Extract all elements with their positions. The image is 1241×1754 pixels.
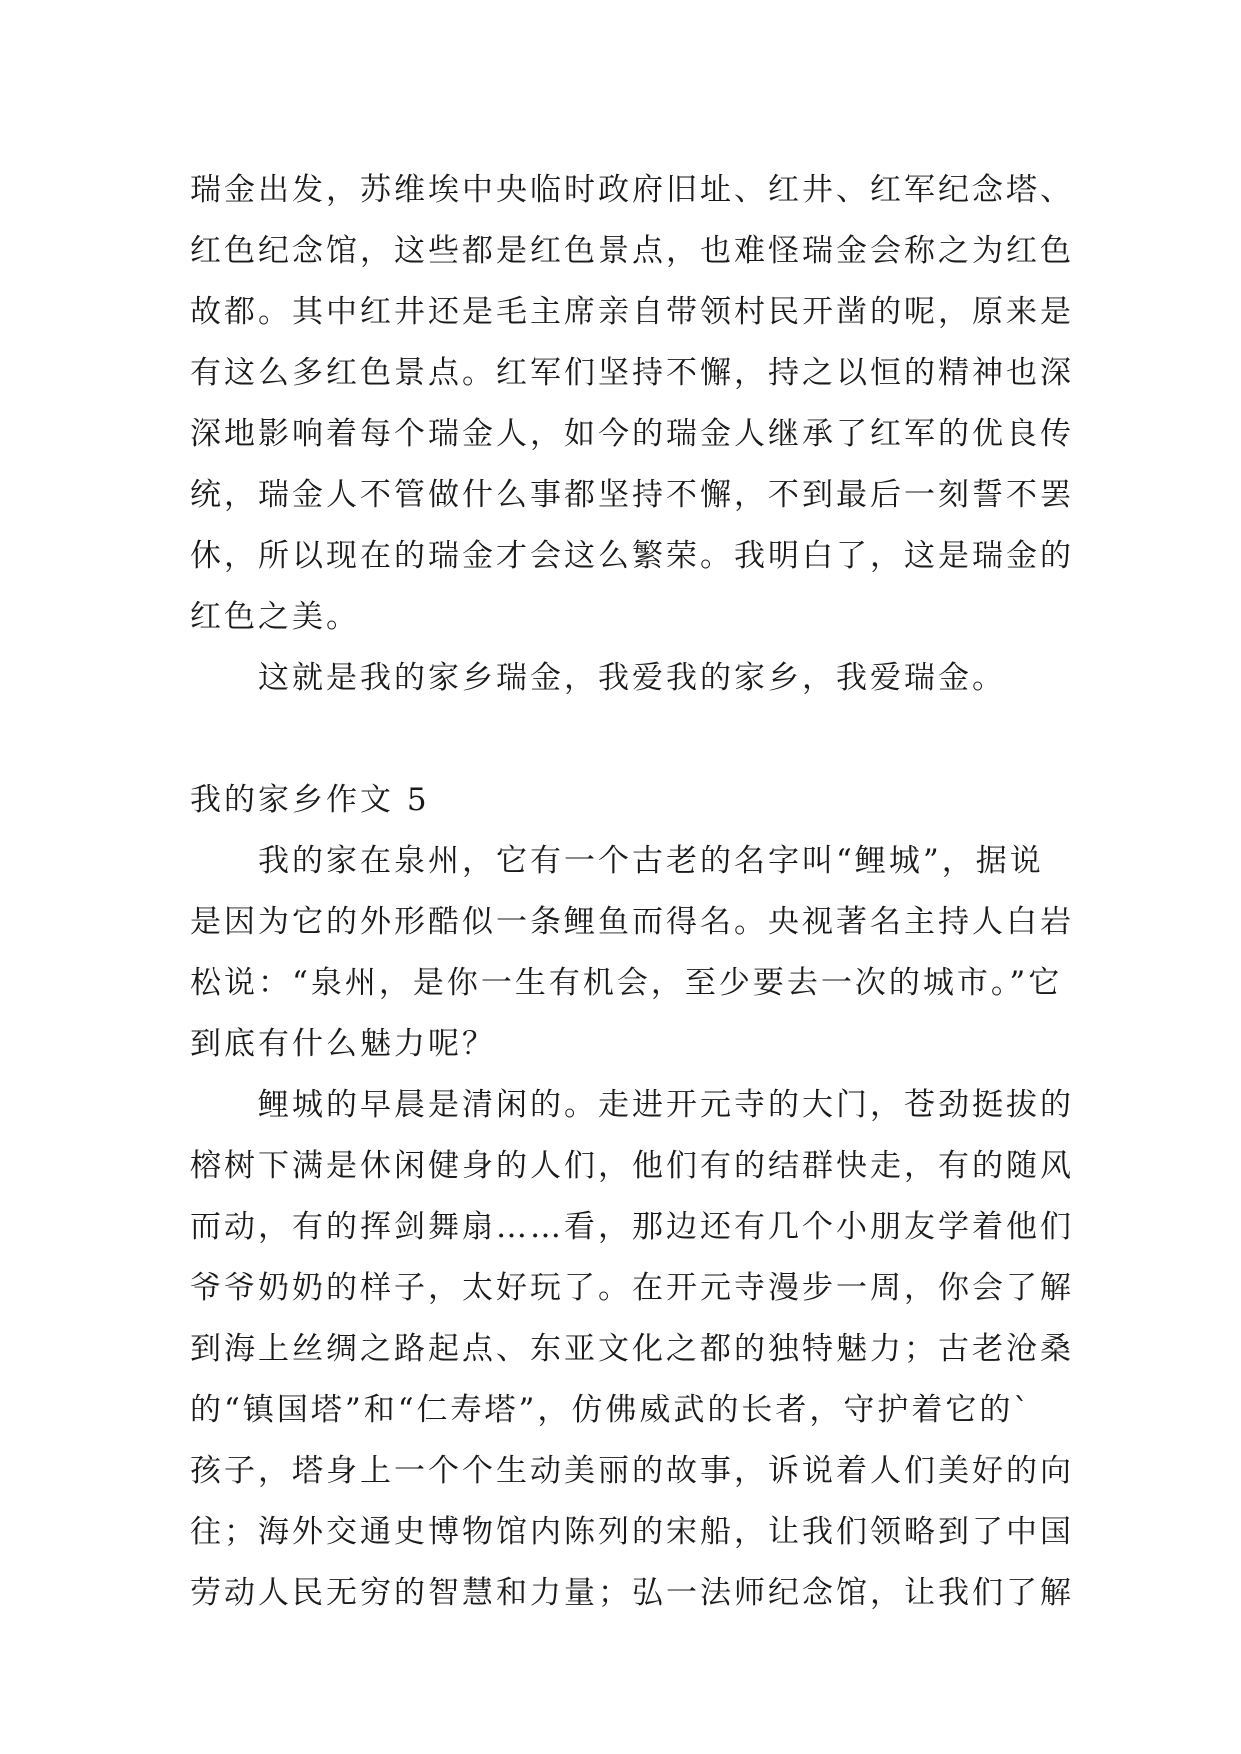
- text-line: 的“镇国塔”和“仁寿塔”，仿佛威武的长者，守护着它的`: [190, 1392, 1032, 1428]
- text-line: 有这么多红色景点。红军们坚持不懈，持之以恒的精神也深: [190, 355, 1074, 391]
- text-line: 深地影响着每个瑞金人，如今的瑞金人继承了红军的优良传: [190, 416, 1074, 452]
- text-line: 而动，有的挥剑舞扇……看，那边还有几个小朋友学着他们: [190, 1209, 1074, 1245]
- text-line: 往；海外交通史博物馆内陈列的宋船，让我们领略到了中国: [190, 1514, 1074, 1550]
- text-line: 到海上丝绸之路起点、东亚文化之都的独特魅力；古老沧桑: [190, 1331, 1074, 1367]
- text-line: 故都。其中红井还是毛主席亲自带领村民开凿的呢，原来是: [190, 294, 1074, 330]
- text-line: 劳动人民无穷的智慧和力量；弘一法师纪念馆，让我们了解: [190, 1575, 1074, 1611]
- text-line: 到底有什么魅力呢？: [190, 1026, 496, 1062]
- text-line: 红色纪念馆，这些都是红色景点，也难怪瑞金会称之为红色: [190, 233, 1074, 269]
- text-line: 瑞金出发，苏维埃中央临时政府旧址、红井、红军纪念塔、: [190, 172, 1074, 208]
- document-body: [190, 160, 1074, 1624]
- section-heading: 我的家乡作文 5: [190, 782, 430, 818]
- text-line: 是因为它的外形酷似一条鲤鱼而得名。央视著名主持人白岩: [190, 904, 1074, 940]
- text-line: 鲤城的早晨是清闲的。走进开元寺的大门，苍劲挺拔的: [190, 1087, 1074, 1123]
- text-line: 我的家在泉州，它有一个古老的名字叫“鲤城”，据说: [190, 843, 1044, 879]
- section-gap: [190, 709, 1070, 770]
- text-line: 松说：“泉州，是你一生有机会，至少要去一次的城市。”它: [190, 965, 1063, 1001]
- text-line: 榕树下满是休闲健身的人们，他们有的结群快走，有的随风: [190, 1148, 1074, 1184]
- text-line: 统，瑞金人不管做什么事都坚持不懈，不到最后一刻誓不罢: [190, 477, 1074, 513]
- text-line: 红色之美。: [190, 599, 360, 635]
- text-line: 这就是我的家乡瑞金，我爱我的家乡，我爱瑞金。: [190, 660, 1006, 696]
- text-line: 休，所以现在的瑞金才会这么繁荣。我明白了，这是瑞金的: [190, 538, 1074, 574]
- text-line: 孩子，塔身上一个个生动美丽的故事，诉说着人们美好的向: [190, 1453, 1074, 1489]
- text-line: 爷爷奶奶的样子，太好玩了。在开元寺漫步一周，你会了解: [190, 1270, 1074, 1306]
